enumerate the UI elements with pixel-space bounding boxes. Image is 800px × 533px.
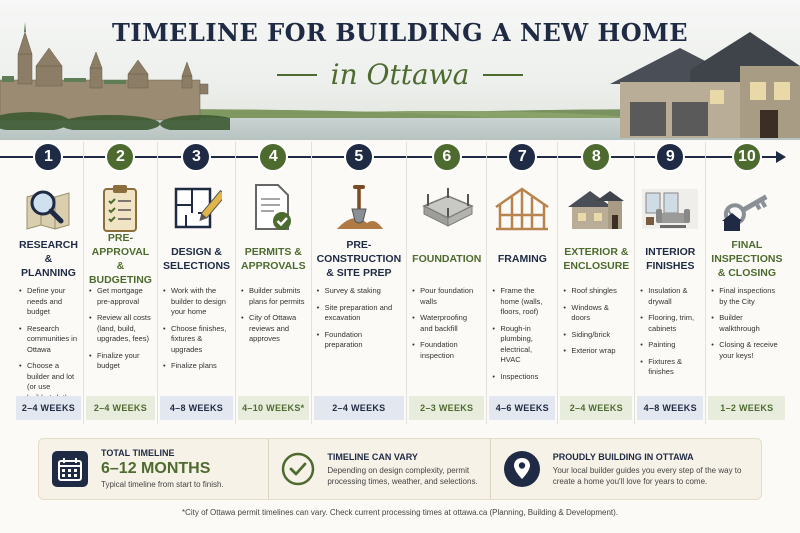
magnifier-over-map-icon [19,182,78,234]
step-duration-badge: 2–4 WEEKS [314,396,405,420]
house-exterior-icon [563,182,629,234]
step-number-badge: 3 [181,142,211,172]
total-timeline-heading: TOTAL TIMELINE [101,448,175,458]
house-keys-icon [711,182,782,234]
step-task-item: • Pour foundation walls [412,286,481,307]
step-column-4 [236,142,312,424]
location-pin-icon [503,450,541,488]
calendar-icon [51,450,89,488]
house-frame-icon [492,182,552,234]
step-title: FOUNDATION [412,253,482,265]
timeline-varies-heading: TIMELINE CAN VARY [327,451,418,462]
step-task-list [317,286,402,351]
step-number-badge: 9 [655,142,685,172]
total-timeline-note: Typical timeline from start to finish. [101,480,224,489]
step-task-item: • Insulation & drywall [640,286,700,307]
step-task-item: • Rough-in plumbing, electrical, HVAC [492,324,552,366]
timeline-varies-note: Depending on design complexity, permit processing times, weather, and selections. [327,465,478,486]
step-title: PRE-APPROVAL & BUDGETING [88,232,152,286]
step-task-item: • Exterior wrap [563,346,629,357]
step-duration-badge: 1–2 WEEKS [708,396,785,420]
page-subtitle: in Ottawa [330,58,470,91]
step-task-item: • Windows & doors [563,303,629,324]
step-task-item: • Waterproofing and backfill [412,313,481,334]
step-task-item: • Get mortgage pre-approval [89,286,152,307]
step-task-item: • Define your needs and budget [19,286,78,318]
step-task-item: • Finalize your budget [89,351,152,372]
foundation-icon [412,182,481,234]
step-task-list [163,286,230,372]
total-timeline-value: 6–12 MONTHS [101,460,211,477]
floor-plan-pencil-icon [163,182,230,234]
document-checkmark-icon [241,182,306,234]
step-number-badge: 4 [258,142,288,172]
step-duration-badge: 4–6 WEEKS [489,396,555,420]
step-task-item: • Roof shingles [563,286,629,297]
step-column-8 [558,142,635,424]
step-task-list [492,286,552,382]
step-column-5 [312,142,408,424]
step-duration-badge: 2–4 WEEKS [16,396,81,420]
step-task-item: • Inspections [492,372,552,383]
step-task-item: • Frame the home (walls, floors, roof) [492,286,552,318]
step-column-1 [14,142,84,424]
step-task-item: • Foundation inspection [412,340,481,361]
step-task-item: • Builder submits plans for permits [241,286,306,307]
step-task-item: • Final inspections by the City [711,286,782,307]
clipboard-checklist-icon [89,182,152,234]
step-title: INTERIOR FINISHES [645,246,696,272]
step-title: DESIGN & SELECTIONS [162,246,231,272]
step-number-badge: 7 [507,142,537,172]
step-task-item: • Fixtures & finishes [640,357,700,378]
ottawa-builder-heading: PROUDLY BUILDING IN OTTAWA [552,451,694,462]
step-title: FRAMING [497,253,547,265]
step-column-7 [487,142,558,424]
step-task-list [89,286,152,372]
step-task-item: • Flooring, trim, cabinets [640,313,700,334]
step-number-badge: 10 [732,142,762,172]
step-duration-badge: 4–8 WEEKS [637,396,703,420]
step-task-item: • Foundation preparation [317,330,402,351]
subtitle-row [0,58,800,91]
step-task-item: • Survey & staking [317,286,402,297]
step-title: RESEARCH & PLANNING [19,239,78,279]
ottawa-builder-card [490,439,761,499]
step-duration-badge: 2–4 WEEKS [86,396,155,420]
step-task-item: • Choose a builder and lot (or use [19,361,78,403]
step-title: EXTERIOR & ENCLOSURE [563,246,630,272]
step-column-10 [706,142,787,424]
step-task-item: • City of Ottawa reviews and approves [241,313,306,345]
step-number-badge: 1 [33,142,63,172]
step-column-3 [158,142,236,424]
step-task-item: • Finalize plans [163,361,230,372]
step-number-badge: 2 [105,142,135,172]
permit-footnote: *City of Ottawa permit timelines can vary. Check current processing times at ottawa.ca (Planning, Building & Development). [181,508,619,517]
check-circle-icon [281,452,315,486]
step-task-item: • Closing & receive your keys! [711,340,782,361]
step-duration-badge: 2–3 WEEKS [409,396,484,420]
step-number-badge: 8 [581,142,611,172]
step-duration-badge: 4–10 WEEKS* [238,396,309,420]
page-title: TIMELINE FOR BUILDING A NEW HOME [112,18,688,47]
step-title: PRE-CONSTRUCTION & SITE PREP [316,239,402,279]
subtitle-rule-left [277,74,317,76]
step-duration-badge: 2–4 WEEKS [560,396,632,420]
step-column-9 [635,142,706,424]
step-title: FINAL INSPECTIONS & CLOSING [711,239,783,279]
step-task-list [19,286,78,403]
living-room-icon [640,182,700,234]
total-timeline-card [39,439,268,499]
step-task-item: • Painting [640,340,700,351]
step-column-2 [84,142,158,424]
step-column-6 [407,142,487,424]
step-task-item: • Choose finishes, fixtures & upgrades [163,324,230,356]
step-task-list [563,286,629,357]
ottawa-builder-note: Your local builder guides you every step of the way to create a home you'll love for years to come. [552,465,742,486]
step-number-badge: 5 [344,142,374,172]
step-task-item: • Siding/brick [563,330,629,341]
step-task-item: • Site preparation and excavation [317,303,402,324]
timeline-steps [14,142,786,424]
step-title: PERMITS & APPROVALS [241,246,306,272]
step-task-item: • Work with the builder to design your home [163,286,230,318]
step-task-list [711,286,782,361]
step-task-item: • Review all costs (land, build, upgrades, fees) [89,313,152,345]
shovel-dirt-icon [317,182,402,234]
timeline-varies-card [268,439,489,499]
summary-panel [38,438,762,500]
step-task-item: • Builder walkthrough [711,313,782,334]
step-duration-badge: 4–8 WEEKS [160,396,233,420]
step-task-item: • Research communities in Ottawa [19,324,78,356]
step-task-list [412,286,481,361]
subtitle-rule-right [483,74,523,76]
step-task-list [640,286,700,378]
step-number-badge: 6 [432,142,462,172]
step-task-list [241,286,306,345]
